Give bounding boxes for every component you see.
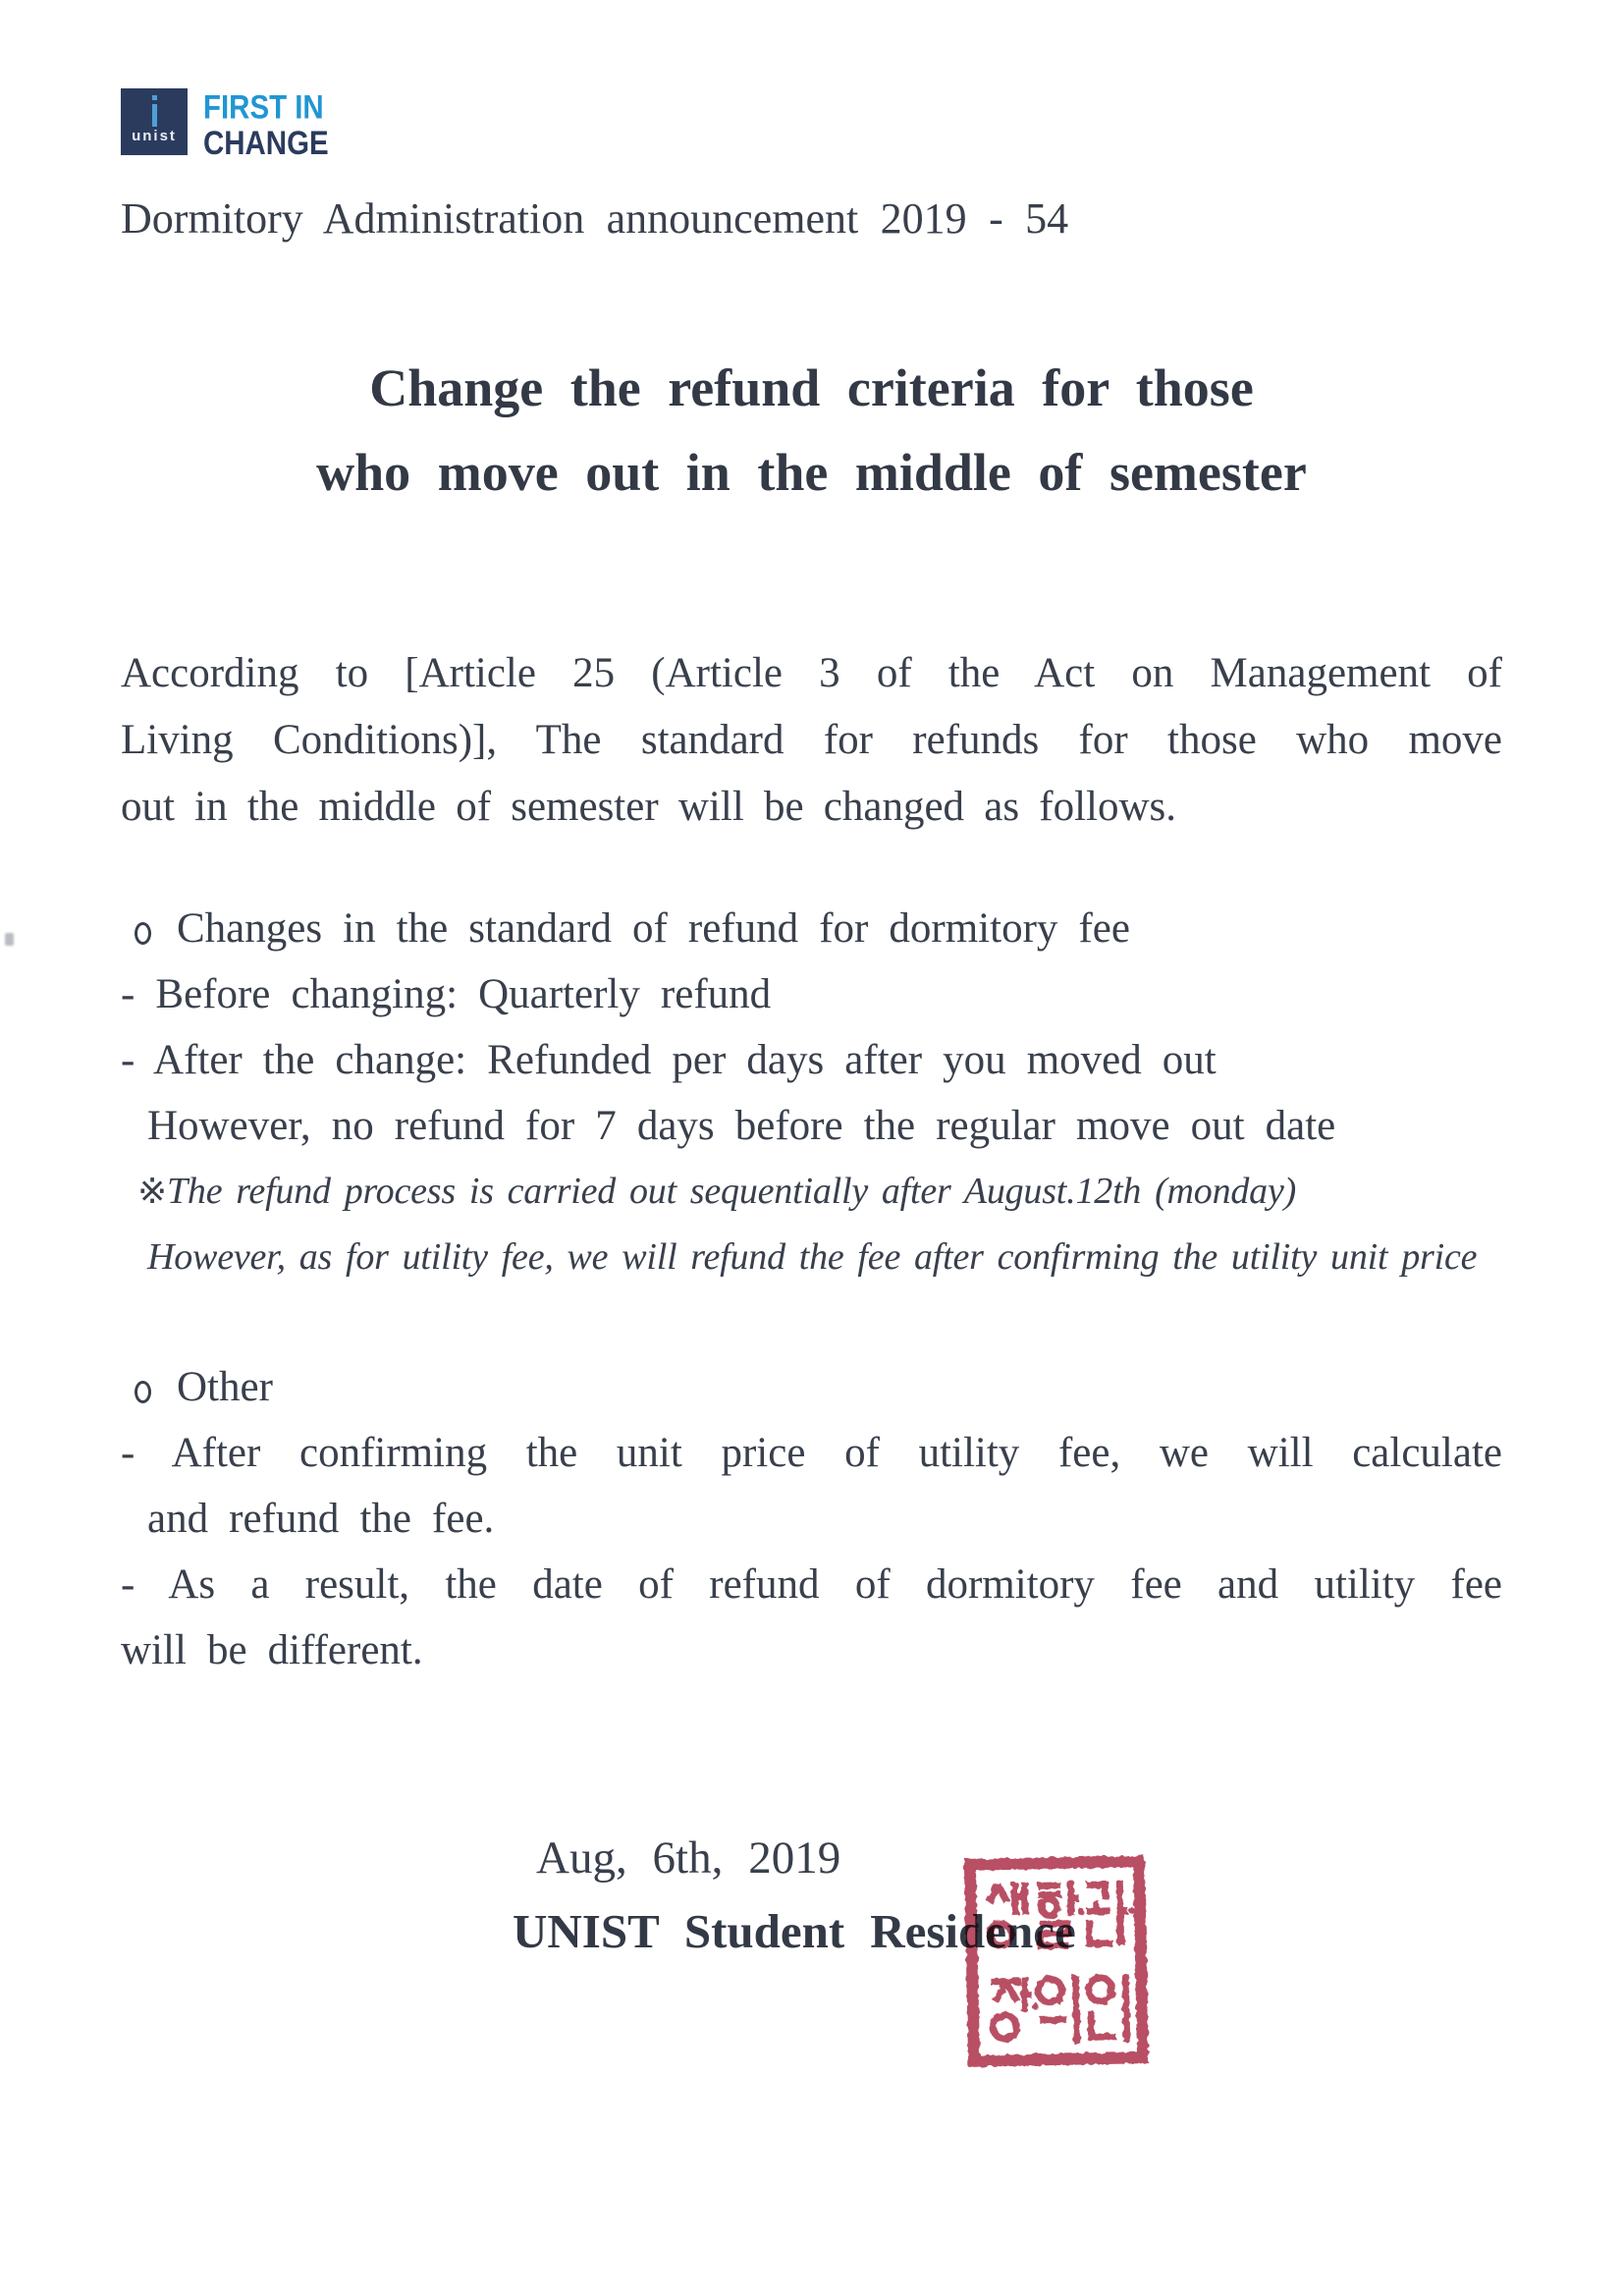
document-date: Aug, 6th, 2019 [536,1832,841,1884]
note-line: However, as for utility fee, we will refund the fee after confirming the utility unit price [147,1236,1478,1278]
logo-tagline-line1: FIRST IN [203,87,324,127]
list-item: will be different. [121,1627,423,1673]
note-line [121,1159,1502,1225]
list-item: - After confirming the unit price of utility fee, we will calculate [121,1430,1502,1476]
section-heading-text: Other [177,1364,273,1410]
announcement-line: Dormitory Administration announcement 2019 - 54 [121,194,1069,243]
list-item: However, no refund for 7 days before the regular move out date [147,1103,1336,1149]
logo-tagline [203,89,329,161]
intro-paragraph [121,640,1502,841]
document-title-line1: Change the refund criteria for those [369,358,1254,417]
document-title-line2: who move out in the middle of semester [316,443,1307,502]
unist-logo [121,87,1502,162]
intro-line: Living Conditions)], The standard for refunds for those who move [121,717,1502,763]
list-item: - Before changing: Quarterly refund [121,971,772,1017]
intro-line: According to [Article 25 (Article 3 of the Act on Management of [121,650,1502,696]
reference-mark-icon: ※ [137,1172,167,1212]
unist-wordmark: unist [132,128,177,144]
document-title [121,346,1502,515]
unist-logo-mark [121,88,188,155]
section-dormitory-fee [121,896,1502,1289]
note-text: The refund process is carried out sequentially after August.12th (monday) [166,1171,1297,1212]
section-heading [121,1354,1502,1420]
circle-bullet-icon [135,1381,151,1403]
list-item: and refund the fee. [147,1496,495,1542]
logo-i-dot-icon [152,95,157,100]
logo-tagline-line2: CHANGE [203,124,329,162]
section-other [121,1354,1502,1683]
section-heading [121,896,1502,961]
circle-bullet-icon [135,922,151,945]
logo-i-bar-icon [152,104,157,127]
scan-artifact [5,933,14,946]
list-item: - As a result, the date of refund of dormitory fee and utility fee [121,1561,1502,1608]
issuing-organization: UNIST Student Residence [513,1904,1076,1958]
intro-line: out in the middle of semester will be changed as follows. [121,784,1177,830]
list-item: - After the change: Refunded per days after you moved out [121,1037,1217,1083]
official-seal-stamp [963,1854,1150,2068]
section-heading-text: Changes in the standard of refund for dormitory fee [177,905,1130,952]
